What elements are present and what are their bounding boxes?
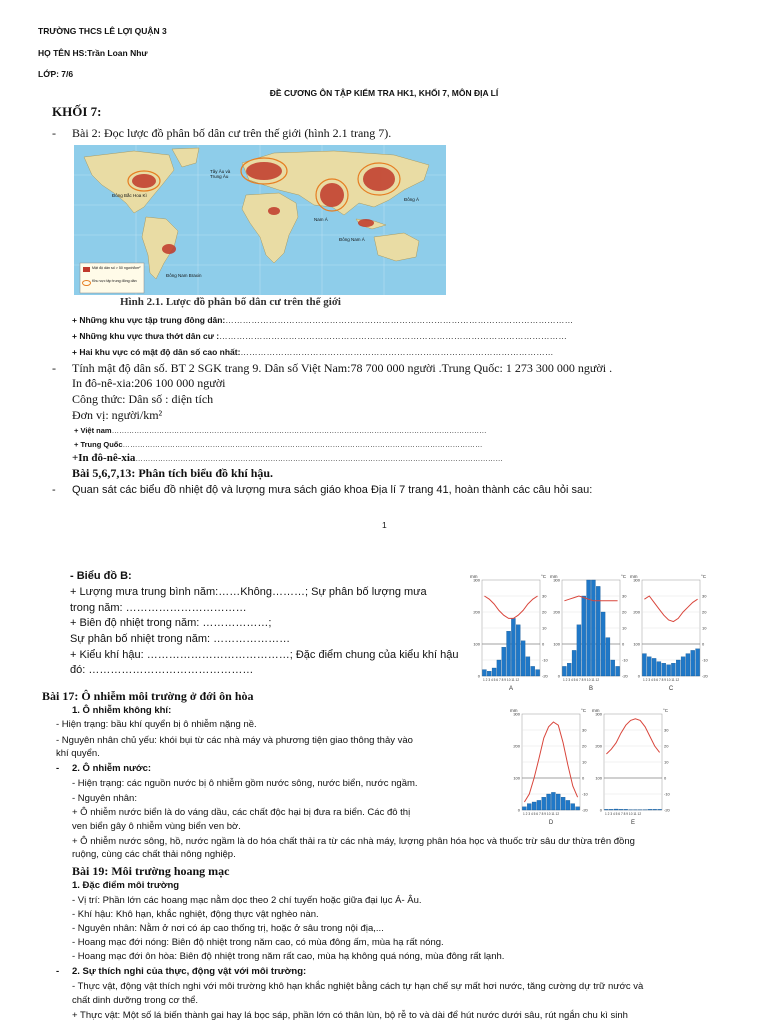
axis-mm-label: mm — [592, 708, 600, 713]
precip-bar — [487, 671, 491, 676]
chart-b-line5: + Kiểu khí hậu: …………………………………; Đặc điểm chung của kiểu khí hậu — [70, 649, 459, 661]
lesson19-cause: - Nguyên nhân: Nằm ở nơi có áp cao thống trị, hoặc ở sâu trong nội địa,... — [72, 923, 384, 934]
lesson17-water-bullet: - — [56, 763, 60, 774]
precip-bar — [511, 618, 515, 676]
precip-bar — [667, 665, 671, 676]
chart-b-line2: trong năm: …………………………… — [70, 602, 247, 614]
y2-tick-label: 0 — [542, 641, 545, 647]
y2-tick-label: 20 — [622, 609, 627, 615]
axis-mm-label: mm — [470, 574, 478, 579]
lesson17-water-status: - Hiện trạng: các nguồn nước bị ô nhiễm gồm nước sông, nước biển, nước ngầm. — [72, 778, 418, 789]
climate-task: Quan sát các biểu đồ nhiệt độ và lượng mưa sách giáo khoa Địa lí 7 trang 41, hoàn thành các câu hỏi sau: — [72, 484, 593, 496]
y2-tick-label: -20 — [542, 673, 548, 679]
lesson17-air-cause: - Nguyên nhân chủ yếu: khói bụi từ các nhà máy và phương tiện giao thông thảy vào — [56, 735, 413, 746]
y2-tick-label: -10 — [542, 657, 548, 663]
precip-bar — [542, 797, 546, 810]
lesson17-river-pollution-cont: ruộng, cùng các chất thải nông nghiệp. — [72, 849, 236, 860]
lesson19-env-heading: 1. Đặc điểm môi trường — [72, 880, 180, 891]
lesson19-adapt-heading: 2. Sự thích nghi của thực, động vật với môi trường: — [72, 966, 307, 977]
precip-bar — [696, 649, 700, 676]
y2-tick-label: 20 — [702, 609, 707, 615]
axis-c-label: °C — [541, 574, 547, 579]
lesson19-adapt-bullet: - — [56, 966, 60, 977]
month-labels: 1 2 3 4 5 6 7 8 9 10 11 12 — [563, 678, 600, 682]
lesson17-air-status: - Hiện trạng: bầu khí quyển bị ô nhiễm nặng nề. — [56, 719, 257, 730]
y2-tick-label: -20 — [582, 807, 588, 813]
y2-tick-label: -20 — [664, 807, 670, 813]
precip-bar — [681, 657, 685, 676]
precip-bar — [624, 809, 628, 810]
precip-bar — [502, 647, 506, 676]
axis-mm-label: mm — [550, 574, 558, 579]
climate-chart-letter: A — [508, 686, 514, 692]
lesson17-river-pollution: + Ô nhiễm nước sông, hồ, nước ngầm là do hóa chất thải ra từ các nhà máy, lượng phân hóa học và thuốc trừ sâu dư thừa trên đồng — [72, 836, 635, 847]
precip-bar — [591, 580, 595, 676]
y2-tick-label: 0 — [582, 775, 585, 781]
y-tick-label: 200 — [513, 743, 520, 749]
precip-bar — [556, 794, 560, 810]
precip-bar — [526, 657, 530, 676]
y-tick-label: 0 — [637, 673, 640, 679]
y-tick-label: 100 — [633, 641, 640, 647]
y2-tick-label: 0 — [664, 775, 667, 781]
climate-chart-letter: E — [630, 820, 636, 826]
lesson19-title: Bài 19: Môi trường hoang mạc — [72, 864, 230, 878]
density-unit: Đơn vị: người/km² — [72, 408, 163, 422]
y2-tick-label: -10 — [702, 657, 708, 663]
lesson17-air-cause-cont: khí quyển. — [56, 748, 100, 759]
y-tick-label: 300 — [595, 711, 602, 717]
lesson17-air-heading: 1. Ô nhiễm không khí: — [72, 705, 172, 716]
y-tick-label: 200 — [595, 743, 602, 749]
precip-bar — [576, 807, 580, 810]
y2-tick-label: -20 — [702, 673, 708, 679]
y-tick-label: 200 — [553, 609, 560, 615]
y2-tick-label: 30 — [702, 593, 707, 599]
precip-bar — [587, 580, 591, 676]
y-tick-label: 200 — [633, 609, 640, 615]
precip-bar — [531, 666, 535, 676]
y-tick-label: 300 — [513, 711, 520, 717]
school-name: TRƯỜNG THCS LÊ LỢI QUẬN 3 — [38, 26, 167, 36]
y2-tick-label: 10 — [664, 759, 669, 765]
precip-bar — [648, 809, 652, 810]
precip-bar — [566, 800, 570, 810]
grade-heading: KHỐI 7: — [52, 104, 102, 119]
class-name: LỚP: 7/6 — [38, 69, 74, 79]
lesson17-water-heading: 2. Ô nhiễm nước: — [72, 763, 152, 774]
y2-tick-label: 20 — [582, 743, 587, 749]
axis-c-label: °C — [701, 574, 707, 579]
y-tick-label: 100 — [473, 641, 480, 647]
density-china: + Trung Quốc — [74, 440, 123, 449]
precip-bar — [604, 809, 608, 810]
y2-tick-label: 10 — [542, 625, 547, 631]
lesson19-temperate-desert: - Hoang mạc đới ôn hòa: Biên độ nhiệt trong năm rất cao, mùa hạ không quá nóng, mùa đông rất lạnh. — [72, 951, 505, 962]
y2-tick-label: 10 — [702, 625, 707, 631]
y-tick-label: 300 — [553, 577, 560, 583]
precip-bar — [561, 797, 565, 810]
precip-bar — [614, 809, 618, 810]
climate-lesson-title: Bài 5,6,7,13: Phân tích biểu đồ khí hậu. — [72, 466, 274, 480]
precip-bar — [567, 663, 571, 676]
axis-c-label: °C — [581, 708, 587, 713]
climate-chart-letter: D — [548, 820, 554, 826]
y-tick-label: 200 — [473, 609, 480, 615]
axis-c-label: °C — [663, 708, 669, 713]
question-sparse-areas: + Những khu vực thưa thớt dân cư : — [72, 331, 220, 341]
document-title: ĐỀ CƯƠNG ÔN TẬP KIỂM TRA HK1, KHỐI 7, MÔN ĐỊA LÍ — [269, 88, 499, 98]
world-population-map — [74, 145, 446, 295]
y-tick-label: 0 — [477, 673, 480, 679]
y2-tick-label: 10 — [582, 759, 587, 765]
precip-bar — [532, 802, 536, 810]
month-labels: 1 2 3 4 5 6 7 8 9 10 11 12 — [523, 812, 560, 816]
precip-bar — [507, 631, 511, 676]
climate-bullet: - — [52, 484, 56, 496]
climate-chart-letter: B — [588, 686, 594, 692]
precip-bar — [676, 660, 680, 676]
density-task: Tính mật độ dân số. BT 2 SGK trang 9. Dân số Việt Nam:78 700 000 người .Trung Quốc: 1 273 300 000 người . — [72, 361, 613, 375]
y2-tick-label: -10 — [664, 791, 670, 797]
y2-tick-label: 0 — [702, 641, 705, 647]
density-vietnam: + Việt nam — [74, 426, 112, 435]
lesson2-text: Bài 2: Đọc lược đồ phân bố dân cư trên thế giới (hình 2.1 trang 7). — [72, 126, 392, 140]
map-label-se-asia: Đông Nam Á — [339, 237, 365, 242]
precip-bar — [601, 612, 605, 676]
precip-bar — [691, 650, 695, 676]
month-labels: 1 2 3 4 5 6 7 8 9 10 11 12 — [483, 678, 520, 682]
chart-b-heading: - Biểu đồ B: — [70, 570, 132, 582]
precip-bar — [642, 654, 646, 676]
precip-bar — [652, 658, 656, 676]
precip-bar — [619, 809, 623, 810]
y-tick-label: 0 — [517, 807, 520, 813]
precip-bar — [551, 792, 555, 810]
precip-bar — [658, 809, 662, 810]
lesson19-adapt-plants: + Thực vật: Một số lá biến thành gai hay lá bọc sáp, phần lớn có thân lùn, bộ rễ to và dài để hút nước dưới sâu, rút ngắn chu kì sinh — [72, 1010, 628, 1021]
y2-tick-label: 0 — [622, 641, 625, 647]
density-formula: Công thức: Dân số : diện tích — [72, 392, 214, 406]
precip-bar — [492, 668, 496, 676]
month-labels: 1 2 3 4 5 6 7 8 9 10 11 12 — [643, 678, 680, 682]
question-highest-density: + Hai khu vực có mật độ dân số cao nhất: — [72, 347, 241, 357]
precip-bar — [482, 670, 486, 676]
axis-mm-label: mm — [510, 708, 518, 713]
precip-bar — [647, 657, 651, 676]
precip-bar — [547, 794, 551, 810]
precip-bar — [662, 663, 666, 676]
student-name: HỌ TÊN HS:Trần Loan Như — [38, 48, 148, 58]
map-label-south-asia: Nam Á — [314, 217, 328, 222]
precip-bar — [606, 638, 610, 676]
lesson19-hot-desert: - Hoang mạc đới nóng: Biên độ nhiệt trong năm cao, có mùa đông ấm, mùa hạ rất nóng. — [72, 937, 444, 948]
precip-bar — [497, 660, 501, 676]
lesson2-bullet: - — [52, 126, 56, 140]
map-label-se-brazil: Đông Nam Braxin — [166, 273, 202, 278]
precip-bar — [671, 663, 675, 676]
question-dense-areas: + Những khu vực tập trung đông dân: — [72, 315, 226, 325]
y2-tick-label: -10 — [622, 657, 628, 663]
lesson19-adapt-general: - Thực vật, động vật thích nghi với môi trường khô hạn khắc nghiệt bằng cách tự hạn chế sự mất hơi nước, tăng cường dự trữ nước và — [72, 981, 644, 992]
y2-tick-label: -10 — [582, 791, 588, 797]
lesson17-sea-pollution-cont: ven biển gây ô nhiễm vùng biển ven bờ. — [72, 821, 241, 832]
precip-bar — [521, 641, 525, 676]
y-tick-label: 100 — [513, 775, 520, 781]
month-labels: 1 2 3 4 5 6 7 8 9 10 11 12 — [605, 812, 642, 816]
y2-tick-label: 30 — [664, 727, 669, 733]
y2-tick-label: 30 — [542, 593, 547, 599]
y-tick-label: 0 — [557, 673, 560, 679]
lesson19-location: - Vị trí: Phần lớn các hoang mạc nằm dọc theo 2 chí tuyến hoặc giữa đại lục Á- Âu. — [72, 895, 422, 906]
climate-chart-letter: C — [668, 686, 674, 692]
chart-b-line3: + Biên độ nhiệt trong năm: ………………; — [70, 617, 272, 629]
precip-bar — [657, 662, 661, 676]
precip-bar — [571, 804, 575, 810]
y-tick-label: 300 — [473, 577, 480, 583]
y2-tick-label: 20 — [664, 743, 669, 749]
map-legend-density: Mật độ dân số > 50 người/km² — [92, 266, 141, 270]
lesson19-adapt-general-cont: chất dinh dưỡng trong cơ thể. — [72, 995, 199, 1006]
lesson17-sea-pollution: + Ô nhiễm nước biển là do váng dầu, các chất độc hại bị đưa ra biển. Các đô thị — [72, 807, 411, 818]
precip-bar — [572, 650, 576, 676]
y-tick-label: 100 — [553, 641, 560, 647]
axis-mm-label: mm — [630, 574, 638, 579]
lesson17-title: Bài 17: Ô nhiễm môi trường ở đới ôn hòa — [42, 689, 254, 703]
map-legend-dense: Khu vực tập trung đông dân — [92, 279, 137, 283]
chart-b-line4: Sự phân bố nhiệt trong năm: ………………… — [70, 633, 291, 645]
precip-bar — [522, 807, 526, 810]
precip-bar — [686, 654, 690, 676]
precip-bar — [562, 666, 566, 676]
precip-bar — [516, 625, 520, 676]
y-tick-label: 100 — [595, 775, 602, 781]
precip-bar — [582, 596, 586, 676]
precip-bar — [616, 666, 620, 676]
y2-tick-label: 30 — [622, 593, 627, 599]
map-label-west-europe: Tây Âu và Trung Âu — [210, 169, 231, 179]
y2-tick-label: -20 — [622, 673, 628, 679]
y2-tick-label: 30 — [582, 727, 587, 733]
lesson17-water-cause: - Nguyên nhân: — [72, 793, 137, 804]
precip-bar — [611, 660, 615, 676]
precip-bar — [609, 809, 613, 810]
density-bullet: - — [52, 361, 56, 375]
precip-bar — [527, 804, 531, 810]
y-tick-label: 0 — [599, 807, 602, 813]
page-number: 1 — [382, 520, 387, 530]
lesson19-climate: - Khí hậu: Khô hạn, khắc nghiệt, động thực vật nghèo nàn. — [72, 909, 319, 920]
precip-bar — [653, 809, 657, 810]
density-indonesia: +In đô-nê-xia — [72, 452, 136, 464]
y2-tick-label: 10 — [622, 625, 627, 631]
climate-charts-panel — [468, 572, 716, 834]
map-label-ne-us: Đông Bắc Hoa Kì — [112, 193, 147, 198]
chart-b-line6: đó: ……………………………………… — [70, 664, 254, 676]
axis-c-label: °C — [621, 574, 627, 579]
precip-bar — [536, 670, 540, 676]
density-indonesia-pop: In đô-nê-xia:206 100 000 người — [72, 376, 226, 390]
y2-tick-label: 20 — [542, 609, 547, 615]
precip-bar — [537, 800, 541, 810]
map-label-east-asia: Đông Á — [404, 197, 420, 202]
precip-bar — [596, 586, 600, 676]
y-tick-label: 300 — [633, 577, 640, 583]
chart-b-line1: + Lượng mưa trung bình năm:……Không………; Sự phân bố lượng mưa — [70, 586, 427, 598]
map-caption: Hình 2.1. Lược đồ phân bố dân cư trên thế giới — [120, 296, 341, 308]
precip-bar — [577, 625, 581, 676]
